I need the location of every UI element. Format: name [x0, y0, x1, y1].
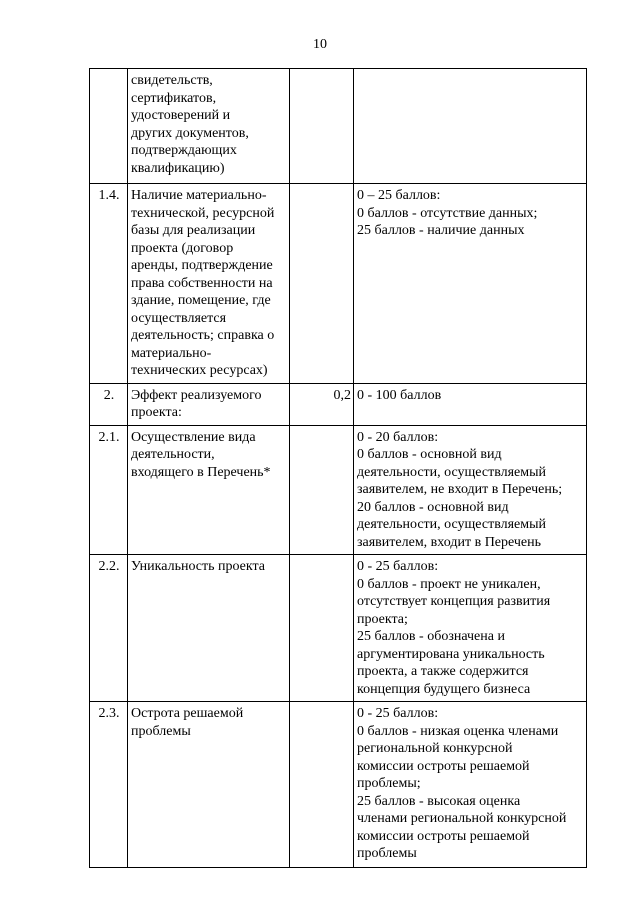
criterion-name [128, 69, 290, 184]
criterion-weight [290, 555, 354, 702]
criterion-name-line: деятельность; справка о [131, 328, 275, 343]
criterion-score-line: 25 баллов - высокая оценка [357, 793, 521, 809]
criterion-score-line: 0 - 25 баллов: [357, 559, 439, 574]
criterion-score-line: 0 – 25 баллов: [357, 188, 441, 203]
criterion-score-line: 0 баллов - основной вид [357, 447, 502, 462]
criterion-score-line: отсутствует концепция развития [357, 594, 551, 609]
criterion-score-line: комиссии остроты решаемой [357, 758, 530, 774]
criterion-name-line: материально- [131, 345, 212, 361]
criterion-score-line: 0 - 20 баллов: [357, 429, 439, 445]
page-number: 10 [313, 37, 327, 52]
criterion-score [354, 184, 587, 384]
criterion-name-line: проблемы [131, 723, 191, 739]
criterion-score-line: региональной конкурсной [357, 741, 513, 756]
criterion-name-line: проекта: [131, 405, 182, 420]
criterion-weight: 0,2 [290, 383, 354, 425]
criterion-name-line: квалификацию) [131, 160, 225, 176]
criterion-name-line: осуществляется [131, 310, 227, 326]
criterion-number: 2.1. [90, 425, 128, 555]
criterion-name [128, 702, 290, 868]
criterion-name-line: входящего в Перечень* [131, 464, 271, 480]
table-row [90, 555, 587, 702]
criterion-name-line: Эффект реализуемого [131, 387, 262, 403]
criterion-name-line: свидетельств, [131, 73, 213, 88]
criterion-score-line: проблемы; [357, 776, 421, 791]
criterion-score-line: членами региональной конкурсной [357, 811, 567, 826]
criterion-name-line: базы для реализации [131, 223, 256, 238]
table-row [90, 69, 587, 184]
criterion-name [128, 184, 290, 384]
criterion-name-line: Уникальность проекта [131, 559, 266, 574]
criterion-name-line: удостоверений и [131, 108, 231, 123]
criterion-score [354, 702, 587, 868]
criterion-score-line: 0 баллов - низкая оценка членами [357, 723, 559, 739]
criterion-weight [290, 702, 354, 868]
criterion-score [354, 69, 587, 184]
criterion-score-line: 20 баллов - основной вид [357, 499, 509, 515]
criterion-score-line: проблемы [357, 846, 417, 861]
criterion-name-line: подтверждающих [131, 143, 237, 158]
criterion-number: 1.4. [90, 184, 128, 384]
criterion-weight [290, 69, 354, 184]
criterion-score-line: заявителем, не входит в Перечень; [357, 482, 563, 497]
criterion-score [354, 425, 587, 555]
criterion-name-line: аренды, подтверждение [131, 258, 273, 273]
criterion-name-line: технической, ресурсной [131, 205, 275, 221]
criterion-score-line: заявителем, входит в Перечень [357, 534, 542, 550]
criterion-score-line: 25 баллов - обозначена и [357, 629, 505, 644]
criterion-score-line: 0 - 100 баллов [357, 387, 442, 403]
criterion-name [128, 425, 290, 555]
criterion-score-line: проекта, а также содержится [357, 664, 529, 679]
table-row [90, 383, 587, 425]
criterion-score [354, 383, 587, 425]
table-row [90, 425, 587, 555]
criterion-number: 2.3. [90, 702, 128, 868]
criterion-score [354, 555, 587, 702]
criterion-name-line: сертификатов, [131, 90, 217, 106]
criterion-number [90, 69, 128, 184]
criterion-name-line: Наличие материально- [131, 188, 267, 203]
criterion-name-line: Осуществление вида [131, 429, 256, 445]
criterion-number: 2. [90, 383, 128, 425]
table-row [90, 702, 587, 868]
criterion-name-line: здание, помещение, где [131, 293, 271, 308]
criterion-score-line: концепция будущего бизнеса [357, 681, 531, 697]
criterion-name-line: технических ресурсах) [131, 363, 268, 378]
criterion-score-line: 0 - 25 баллов: [357, 706, 439, 721]
table-row [90, 184, 587, 384]
criterion-score-line: 0 баллов - проект не уникален, [357, 576, 541, 592]
criteria-table [89, 68, 587, 868]
criterion-name [128, 555, 290, 702]
criterion-score-line: аргументирована уникальность [357, 646, 545, 662]
criterion-name-line: других документов, [131, 125, 249, 141]
criterion-name [128, 383, 290, 425]
criterion-score-line: деятельности, осуществляемый [357, 517, 547, 532]
criterion-weight [290, 184, 354, 384]
criterion-weight [290, 425, 354, 555]
criterion-number: 2.2. [90, 555, 128, 702]
criterion-score-line: комиссии остроты решаемой [357, 828, 530, 844]
criterion-score-line: 0 баллов - отсутствие данных; [357, 205, 538, 221]
criterion-name-line: Острота решаемой [131, 706, 244, 721]
criterion-name-line: деятельности, [131, 447, 215, 462]
criterion-score-line: деятельности, осуществляемый [357, 464, 547, 480]
criterion-score-line: 25 баллов - наличие данных [357, 223, 525, 238]
criterion-score-line: проекта; [357, 611, 408, 627]
criterion-name-line: проекта (договор [131, 240, 234, 256]
criterion-name-line: права собственности на [131, 275, 273, 291]
